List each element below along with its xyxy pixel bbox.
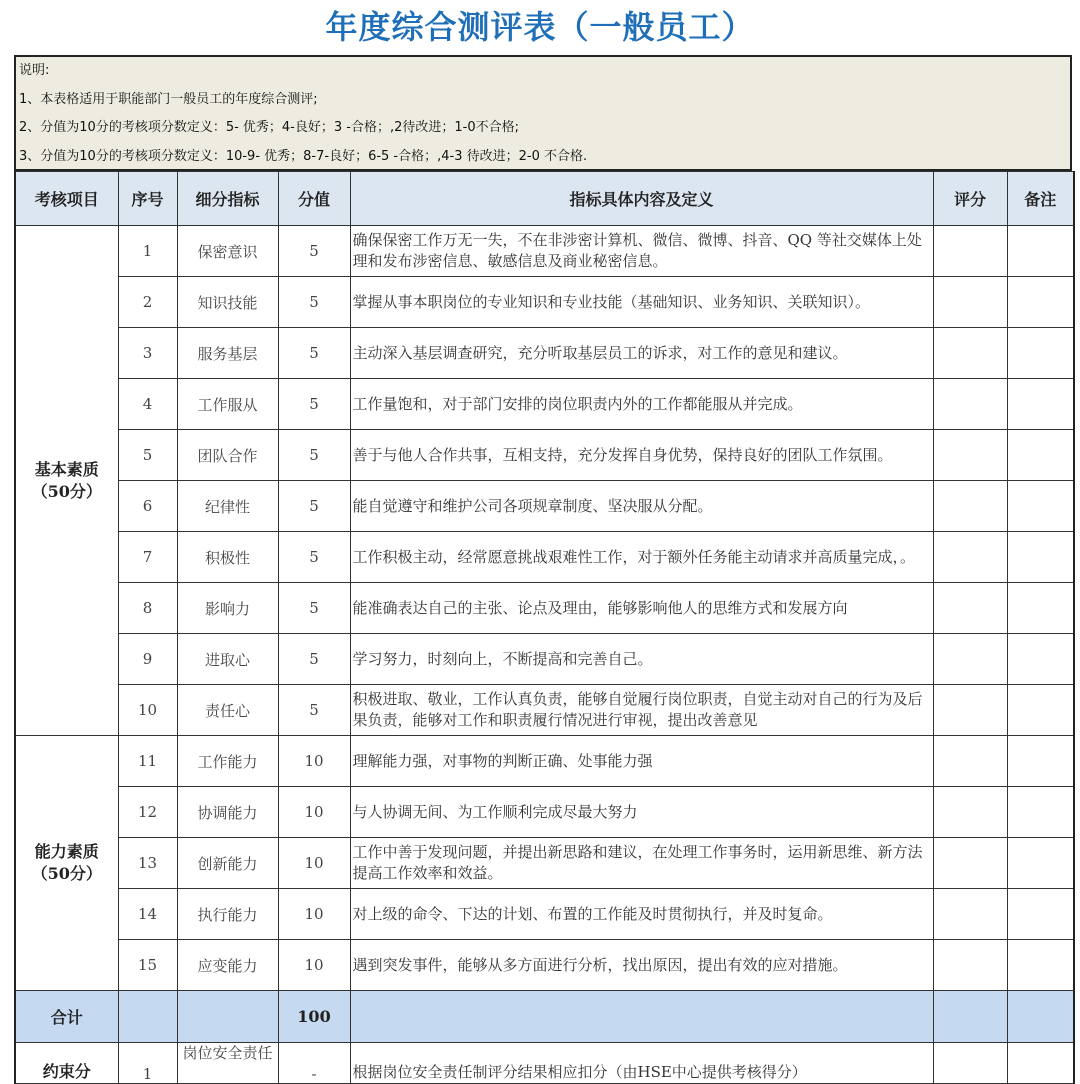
table-row — [15, 889, 1074, 940]
instructions-heading: 说明: — [19, 63, 50, 78]
score-cell: 5 — [278, 685, 350, 736]
rating-input-cell[interactable] — [933, 634, 1007, 685]
total-empty — [118, 991, 177, 1043]
indicator-cell: 知识技能 — [177, 277, 278, 328]
instruction-line: 1、本表格适用于职能部门一般员工的年度综合测评; — [19, 91, 318, 107]
row-number: 3 — [118, 328, 177, 379]
indicator-cell: 纪律性 — [177, 481, 278, 532]
row-number: 11 — [118, 736, 177, 787]
table-row — [15, 430, 1074, 481]
table-row — [15, 634, 1074, 685]
table-row — [15, 277, 1074, 328]
remark-input-cell[interactable] — [1007, 583, 1074, 634]
indicator-cell: 服务基层 — [177, 328, 278, 379]
score-cell: 5 — [278, 481, 350, 532]
table-row — [15, 685, 1074, 736]
rating-input-cell[interactable] — [933, 430, 1007, 481]
indicator-cell: 责任心 — [177, 685, 278, 736]
constraint-row — [15, 1043, 1074, 1084]
rating-input-cell[interactable] — [933, 736, 1007, 787]
definition-cell: 确保保密工作万无一失，不在非涉密计算机、微信、微博、抖音、QQ 等社交媒体上处理和发布涉密信息、敏感信息及商业秘密信息。 — [350, 226, 933, 277]
remark-input-cell[interactable] — [1007, 685, 1074, 736]
table-row — [15, 379, 1074, 430]
definition-cell: 主动深入基层调查研究，充分听取基层员工的诉求，对工作的意见和建议。 — [350, 328, 933, 379]
score-cell: 5 — [278, 328, 350, 379]
remark-input-cell[interactable] — [1007, 736, 1074, 787]
score-cell: 10 — [278, 838, 350, 889]
header-score: 分值 — [278, 172, 350, 226]
definition-cell: 掌握从事本职岗位的专业知识和专业技能（基础知识、业务知识、关联知识）。 — [350, 277, 933, 328]
table-row — [15, 481, 1074, 532]
row-number: 2 — [118, 277, 177, 328]
rating-input-cell[interactable] — [933, 379, 1007, 430]
definition-cell: 学习努力，时刻向上，不断提高和完善自己。 — [350, 634, 933, 685]
rating-input-cell[interactable] — [933, 787, 1007, 838]
row-number: 7 — [118, 532, 177, 583]
definition-cell: 遇到突发事件，能够从多方面进行分析，找出原因，提出有效的应对措施。 — [350, 940, 933, 991]
rating-input-cell[interactable] — [933, 685, 1007, 736]
remark-input-cell[interactable] — [1007, 328, 1074, 379]
rating-input-cell[interactable] — [933, 481, 1007, 532]
row-number: 15 — [118, 940, 177, 991]
remark-input-cell[interactable] — [1007, 787, 1074, 838]
instruction-line: 3、分值为10分的考核项分数定义：10-9- 优秀；8-7-良好；6-5 -合格；,4-3 待改进；2-0 不合格. — [19, 148, 588, 164]
score-cell: 5 — [278, 277, 350, 328]
score-cell: 5 — [278, 532, 350, 583]
category-cell: 基本素质（50分） — [15, 226, 118, 736]
remark-input-cell[interactable] — [1007, 430, 1074, 481]
score-cell: - — [278, 1043, 350, 1084]
remark-input-cell[interactable] — [1007, 838, 1074, 889]
remark-input-cell[interactable] — [1007, 379, 1074, 430]
definition-cell: 与人协调无间、为工作顺利完成尽最大努力 — [350, 787, 933, 838]
page-title: 年度综合测评表（一般员工） — [325, 8, 755, 46]
instruction-line: 2、分值为10分的考核项分数定义：5- 优秀；4-良好；3 -合格；,2待改进；1-0不合格; — [19, 120, 519, 135]
definition-cell: 能准确表达自己的主张、论点及理由，能够影响他人的思维方式和发展方向 — [350, 583, 933, 634]
indicator-cell: 创新能力 — [177, 838, 278, 889]
definition-cell: 能自觉遵守和维护公司各项规章制度、坚决服从分配。 — [350, 481, 933, 532]
score-cell: 5 — [278, 226, 350, 277]
table-header-row — [15, 172, 1074, 226]
remark-input-cell[interactable] — [1007, 889, 1074, 940]
header-remark: 备注 — [1007, 172, 1074, 226]
remark-input-cell[interactable] — [1007, 634, 1074, 685]
remark-input-cell[interactable] — [1007, 532, 1074, 583]
rating-input-cell[interactable] — [933, 838, 1007, 889]
table-row — [15, 940, 1074, 991]
row-number: 10 — [118, 685, 177, 736]
definition-cell: 积极进取、敬业，工作认真负责，能够自觉履行岗位职责，自觉主动对自己的行为及后果负责，能够对工作和职责履行情况进行审视，提出改善意见 — [350, 685, 933, 736]
row-number: 1 — [118, 226, 177, 277]
total-row — [15, 991, 1074, 1043]
header-category: 考核项目 — [15, 172, 118, 226]
remark-input-cell[interactable] — [1007, 940, 1074, 991]
rating-input-cell[interactable] — [933, 889, 1007, 940]
rating-input-cell[interactable] — [933, 940, 1007, 991]
remark-input-cell[interactable] — [1007, 226, 1074, 277]
instructions-box — [14, 55, 1072, 171]
indicator-cell: 积极性 — [177, 532, 278, 583]
row-number: 9 — [118, 634, 177, 685]
header-indicator: 细分指标 — [177, 172, 278, 226]
score-cell: 10 — [278, 736, 350, 787]
rating-input-cell[interactable] — [933, 532, 1007, 583]
row-number: 6 — [118, 481, 177, 532]
indicator-cell: 协调能力 — [177, 787, 278, 838]
row-number: 12 — [118, 787, 177, 838]
table-row — [15, 583, 1074, 634]
total-score: 100 — [278, 991, 350, 1043]
indicator-cell: 保密意识 — [177, 226, 278, 277]
header-definition: 指标具体内容及定义 — [350, 172, 933, 226]
indicator-cell: 应变能力 — [177, 940, 278, 991]
rating-input-cell[interactable] — [933, 583, 1007, 634]
table-row — [15, 736, 1074, 787]
table-row — [15, 532, 1074, 583]
remark-input-cell[interactable] — [1007, 1043, 1074, 1084]
total-remark-cell[interactable] — [1007, 991, 1074, 1043]
definition-cell: 根据岗位安全责任制评分结果相应扣分（由HSE中心提供考核得分） — [350, 1043, 933, 1084]
table-row — [15, 226, 1074, 277]
indicator-cell: 工作服从 — [177, 379, 278, 430]
rating-input-cell[interactable] — [933, 277, 1007, 328]
row-number: 13 — [118, 838, 177, 889]
definition-cell: 工作量饱和，对于部门安排的岗位职责内外的工作都能服从并完成。 — [350, 379, 933, 430]
indicator-cell: 影响力 — [177, 583, 278, 634]
definition-cell: 工作积极主动，经常愿意挑战艰难性工作，对于额外任务能主动请求并高质量完成，。 — [350, 532, 933, 583]
total-empty — [350, 991, 933, 1043]
score-cell: 10 — [278, 889, 350, 940]
definition-cell: 善于与他人合作共事，互相支持，充分发挥自身优势，保持良好的团队工作氛围。 — [350, 430, 933, 481]
header-rating: 评分 — [933, 172, 1007, 226]
table-row — [15, 838, 1074, 889]
category-cell: 能力素质（50分） — [15, 736, 118, 991]
table-row — [15, 328, 1074, 379]
row-number: 1 — [118, 1043, 177, 1084]
indicator-cell: 岗位安全责任 — [177, 1043, 278, 1084]
row-number: 8 — [118, 583, 177, 634]
rating-input-cell[interactable] — [933, 1043, 1007, 1084]
row-number: 5 — [118, 430, 177, 481]
score-cell: 5 — [278, 379, 350, 430]
definition-cell: 对上级的命令、下达的计划、布置的工作能及时贯彻执行，并及时复命。 — [350, 889, 933, 940]
row-number: 14 — [118, 889, 177, 940]
indicator-cell: 工作能力 — [177, 736, 278, 787]
remark-input-cell[interactable] — [1007, 277, 1074, 328]
total-label: 合计 — [15, 991, 118, 1043]
score-cell: 5 — [278, 634, 350, 685]
rating-input-cell[interactable] — [933, 226, 1007, 277]
indicator-cell: 进取心 — [177, 634, 278, 685]
total-rating-cell[interactable] — [933, 991, 1007, 1043]
rating-input-cell[interactable] — [933, 328, 1007, 379]
remark-input-cell[interactable] — [1007, 481, 1074, 532]
score-cell: 10 — [278, 940, 350, 991]
evaluation-table — [14, 171, 1075, 1084]
total-empty — [177, 991, 278, 1043]
indicator-cell: 执行能力 — [177, 889, 278, 940]
constraint-category: 约束分 — [15, 1043, 118, 1084]
indicator-cell: 团队合作 — [177, 430, 278, 481]
row-number: 4 — [118, 379, 177, 430]
score-cell: 5 — [278, 430, 350, 481]
score-cell: 10 — [278, 787, 350, 838]
definition-cell: 理解能力强，对事物的判断正确、处事能力强 — [350, 736, 933, 787]
score-cell: 5 — [278, 583, 350, 634]
definition-cell: 工作中善于发现问题，并提出新思路和建议，在处理工作事务时，运用新思维、新方法提高工作效率和效益。 — [350, 838, 933, 889]
table-row — [15, 787, 1074, 838]
header-number: 序号 — [118, 172, 177, 226]
